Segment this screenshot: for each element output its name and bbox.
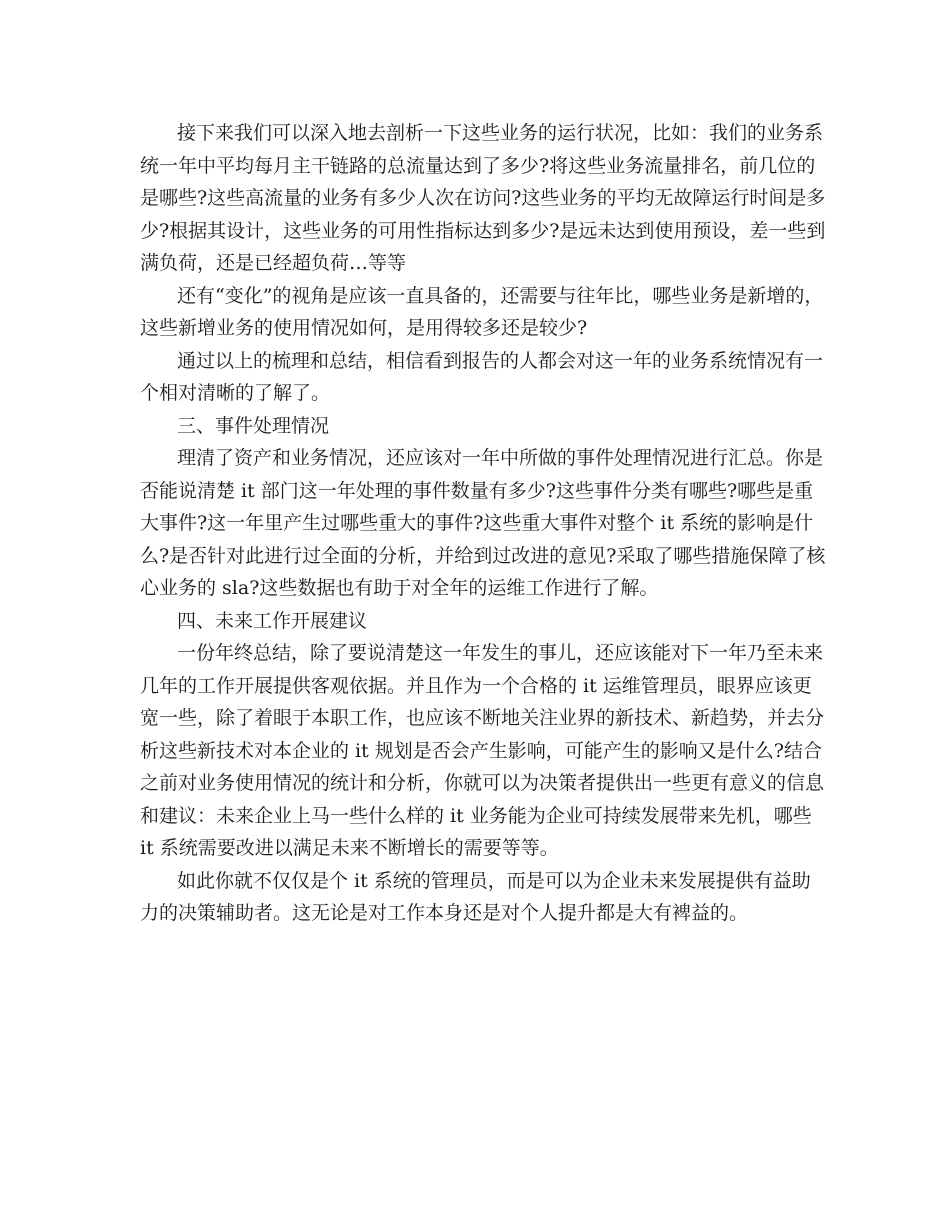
paragraph-business-analysis xyxy=(140,117,830,280)
document-body xyxy=(140,117,830,930)
text-line: 这些新增业务的使用情况如何，是用得较多还是较少? xyxy=(140,317,588,339)
text-line: 大事件?这一年里产生过哪些重大的事件?这些重大事件对整个 it 系统的影响是什 xyxy=(140,512,814,534)
paragraph-future xyxy=(140,637,830,865)
text-line: 如此你就不仅仅是个 it 系统的管理员，而是可以为企业未来发展提供有益助 xyxy=(177,869,811,892)
text-line: 少?根据其设计，这些业务的可用性指标达到多少?是远未达到使用预设，差一些到 xyxy=(140,219,826,242)
text-line: 心业务的 sla?这些数据也有助于对全年的运维工作进行了解。 xyxy=(140,577,659,599)
text-line: 否能说清楚 it 部门这一年处理的事件数量有多少?这些事件分类有哪些?哪些是重 xyxy=(140,479,814,502)
section-heading: 三、事件处理情况 xyxy=(177,414,330,437)
section-heading-incident xyxy=(140,410,830,443)
paragraph-incident xyxy=(140,442,830,605)
text-line: 通过以上的梳理和总结，相信看到报告的人都会对这一年的业务系统情况有一 xyxy=(177,349,824,372)
section-heading-future xyxy=(140,605,830,638)
text-line: 满负荷，还是已经超负荷…等等 xyxy=(140,252,407,274)
text-line: 理清了资产和业务情况，还应该对一年中所做的事件处理情况进行汇总。你是 xyxy=(177,447,824,469)
text-line: 是哪些?这些高流量的业务有多少人次在访问?这些业务的平均无故障运行时间是多 xyxy=(140,187,826,209)
text-line: 和建议：未来企业上马一些什么样的 it 业务能为企业可持续发展带来先机，哪些 xyxy=(140,804,812,827)
text-line: 统一年中平均每月主干链路的总流量达到了多少?将这些业务流量排名，前几位的 xyxy=(140,154,816,177)
text-line: 一份年终总结，除了要说清楚这一年发生的事儿，还应该能对下一年乃至未来 xyxy=(177,642,824,664)
text-line: 接下来我们可以深入地去剖析一下这些业务的运行状况，比如：我们的业务系 xyxy=(177,122,824,144)
text-line: 力的决策辅助者。这无论是对工作本身还是对个人提升都是大有裨益的。 xyxy=(140,902,749,924)
paragraph-summary xyxy=(140,345,830,410)
text-line: 之前对业务使用情况的统计和分析，你就可以为决策者提供出一些更有意义的信息 xyxy=(140,772,825,794)
text-line: it 系统需要改进以满足未来不断增长的需要等等。 xyxy=(140,837,559,859)
paragraph-change-perspective xyxy=(140,280,830,345)
paragraph-conclusion xyxy=(140,865,830,930)
text-line: 几年的工作开展提供客观依据。并且作为一个合格的 it 运维管理员，眼界应该更 xyxy=(140,674,812,697)
text-line: 个相对清晰的了解了。 xyxy=(140,382,331,404)
text-line: 还有“变化”的视角是应该一直具备的，还需要与往年比，哪些业务是新增的， xyxy=(177,284,824,307)
section-heading: 四、未来工作开展建议 xyxy=(177,609,368,632)
text-line: 宽一些，除了着眼于本职工作，也应该不断地关注业界的新技术、新趋势，并去分 xyxy=(140,707,825,729)
text-line: 析这些新技术对本企业的 it 规划是否会产生影响，可能产生的影响又是什么?结合 xyxy=(140,739,822,762)
text-line: 么?是否针对此进行过全面的分析，并给到过改进的意见?采取了哪些措施保障了核 xyxy=(140,544,826,567)
